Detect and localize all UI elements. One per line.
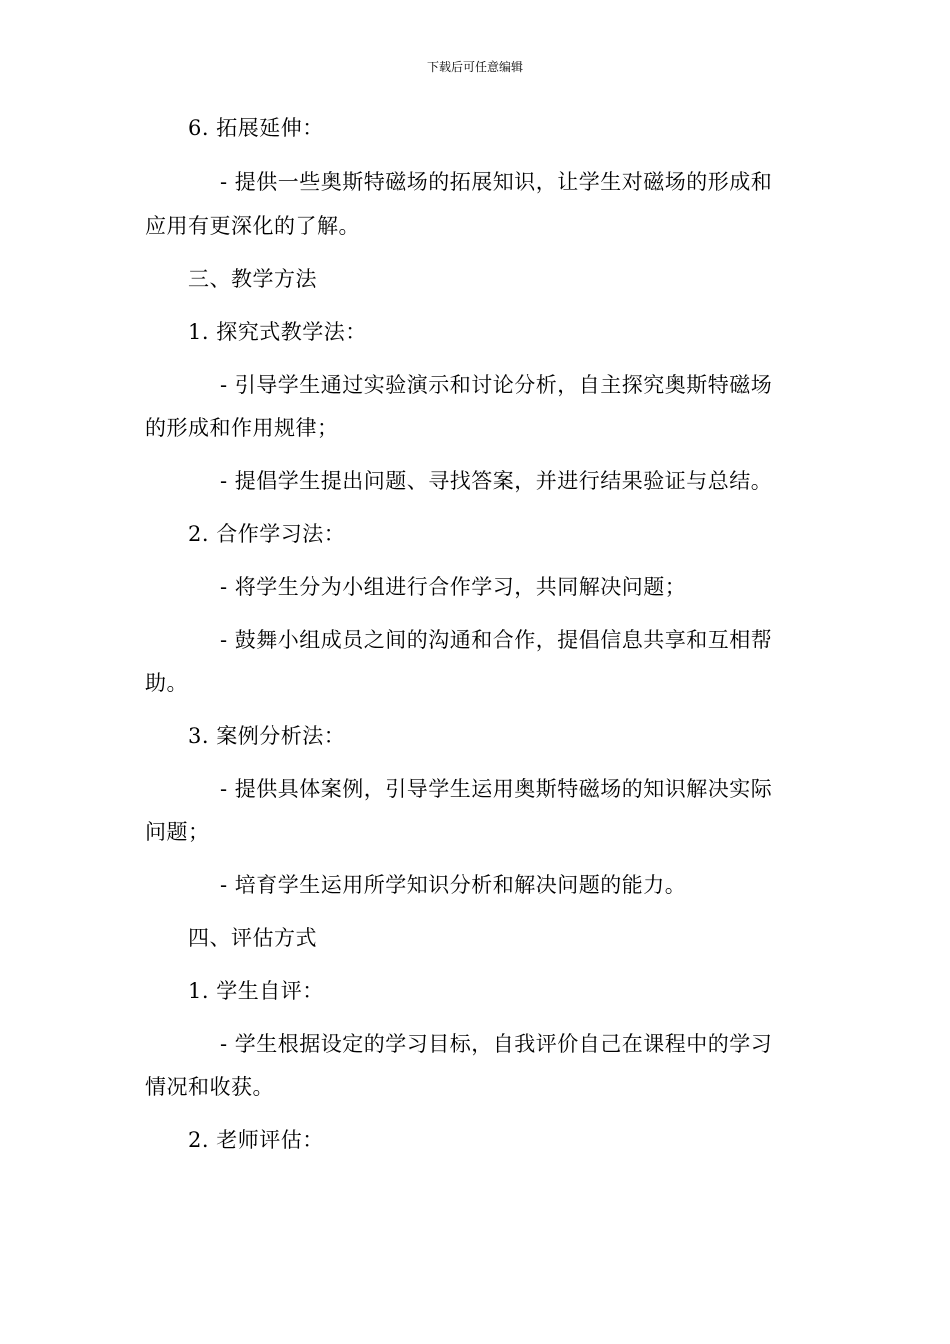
bullet-continuation: 问题； [145, 820, 210, 844]
bullet-line: - 培育学生运用所学知识分析和解决问题的能力。 [220, 873, 687, 897]
bullet-line: - 学生根据设定的学习目标，自我评价自己在课程中的学习 [220, 1032, 773, 1056]
bullet-line: - 提倡学生提出问题、寻找答案，并进行结果验证与总结。 [220, 469, 773, 493]
item-heading: 1. 探究式教学法： [188, 320, 367, 344]
item-heading: 2. 老师评估： [188, 1128, 324, 1152]
page-header-note: 下载后可任意编辑 [426, 60, 523, 74]
bullet-continuation: 情况和收获。 [145, 1075, 274, 1099]
bullet-continuation: 助。 [145, 671, 188, 695]
section-heading: 四、评估方式 [188, 926, 317, 950]
bullet-line: - 提供具体案例，引导学生运用奥斯特磁场的知识解决实际 [220, 777, 773, 801]
item-heading: 3. 案例分析法： [188, 724, 346, 748]
bullet-line: - 引导学生通过实验演示和讨论分析，自主探究奥斯特磁场 [220, 373, 773, 397]
item-heading: 1. 学生自评： [188, 979, 324, 1003]
section-heading: 三、教学方法 [188, 267, 317, 291]
bullet-continuation: 应用有更深化的了解。 [145, 214, 360, 238]
bullet-continuation: 的形成和作用规律； [145, 416, 339, 440]
bullet-line: - 鼓舞小组成员之间的沟通和合作，提倡信息共享和互相帮 [220, 628, 773, 652]
item-heading: 6. 拓展延伸： [188, 116, 324, 140]
bullet-line: - 提供一些奥斯特磁场的拓展知识，让学生对磁场的形成和 [220, 170, 773, 194]
item-heading: 2. 合作学习法： [188, 522, 346, 546]
bullet-line: - 将学生分为小组进行合作学习，共同解决问题； [220, 575, 687, 599]
